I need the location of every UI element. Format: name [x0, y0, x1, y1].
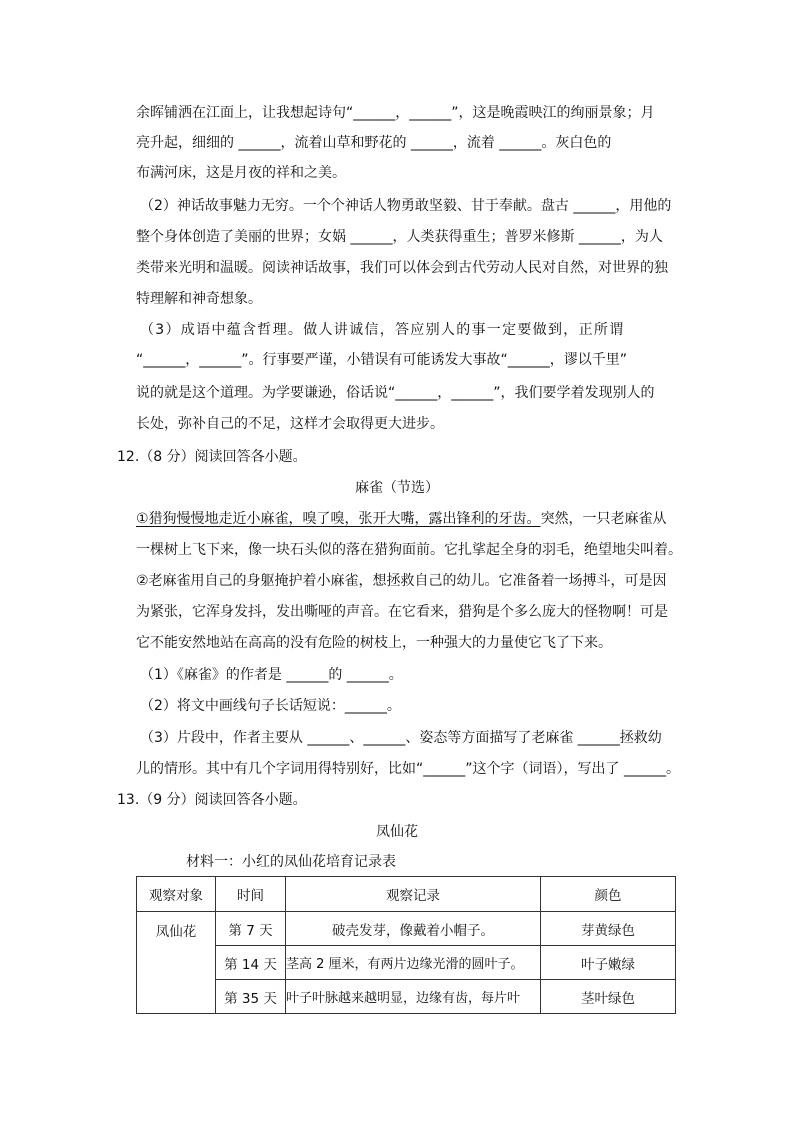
q12-paragraph-2-line-2: 为紧张，它浑身发抖，发出嘶哑的声音。在它看来，猎狗是个多么庞大的怪物啊！可是 [136, 604, 668, 620]
table-header-subject: 观察对象 [137, 877, 216, 912]
q12-p1-rest: 突然，一只老麻雀从 [540, 511, 667, 527]
table-row [137, 912, 676, 946]
q12-underlined-sentence: ①猎狗慢慢地走近小麻雀，嗅了嗅，张开大嘴，露出锋利的牙齿。 [136, 511, 541, 527]
q11-line-1: 余晖铺洒在江面上，让我想起诗句“______，______”，这是晚霞映江的绚丽景象；月 [136, 105, 655, 121]
table-cell-time: 第 35 天 [216, 980, 286, 1014]
table-cell-color: 芽黄绿色 [541, 912, 676, 946]
q12-paragraph-1-line-2: 一棵树上飞下来，像一块石头似的落在猎狗面前。它扎挲起全身的羽毛，绝望地尖叫着。 [136, 542, 682, 558]
table-cell-color: 茎叶绿色 [541, 980, 676, 1014]
table-cell-record: 叶子叶脉越来越明显，边缘有齿，每片叶 [286, 980, 541, 1014]
q12-paragraph-2-line-1: ②老麻雀用自己的身躯掩护着小麻雀，想拯救自己的幼儿。它准备着一场搏斗，可是因 [136, 573, 667, 589]
q12-sub-3-line-2: 儿的情形。其中有几个字词用得特别好，比如“______”这个字（词语），写出了 ______。 [136, 761, 680, 777]
table-cell-time: 第 7 天 [216, 912, 286, 946]
q11-line-8: （3）成语中蕴含哲理。做人讲诚信，答应别人的事一定要做到，正所谓 [140, 322, 625, 338]
q11-line-4: （2）神话故事魅力无穷。一个个神话人物勇敢坚毅、甘于奉献。盘古 ______，用他的 [140, 198, 672, 214]
table-cell-record: 茎高 2 厘米，有两片边缘光滑的圆叶子。 [286, 946, 541, 980]
q12-sub-2: （2）将文中画线句子长话短说：______。 [140, 698, 401, 714]
table-cell-record: 破壳发芽，像戴着小帽子。 [286, 912, 541, 946]
table-header-time: 时间 [216, 877, 286, 912]
table-cell-time: 第 14 天 [216, 946, 286, 980]
q13-passage-title: 凤仙花 [376, 824, 418, 840]
q11-line-2: 亮升起，细细的 ______，流着山草和野花的 ______，流着 ______。灰白色的 [136, 135, 612, 151]
q12-sub-3-line-1: （3）片段中，作者主要从 ______、______、姿态等方面描写了老麻雀 ______拯救幼 [140, 730, 662, 746]
q13-material-label: 材料一：小红的凤仙花培育记录表 [186, 854, 396, 870]
q12-sub-1: （1）《麻雀》的作者是 ______的 ______。 [140, 667, 403, 683]
q12-passage-title: 麻雀（节选） [355, 480, 439, 496]
table-cell-color: 叶子嫩绿 [541, 946, 676, 980]
table-header-color: 颜色 [541, 877, 676, 912]
cultivation-record-table [136, 876, 676, 1014]
table-row [137, 980, 676, 1014]
q11-line-10: 说的就是这个道理。为学要谦逊，俗话说“______，______”，我们要学着发现别人的 [136, 385, 655, 401]
q12-heading: 12.（8 分）阅读回答各小题。 [117, 449, 307, 465]
q12-paragraph-2-line-3: 它不能安然地站在高高的没有危险的树枝上，一种强大的力量使它飞了下来。 [136, 635, 612, 651]
table-header-record: 观察记录 [286, 877, 541, 912]
table-row [137, 946, 676, 980]
q13-heading: 13.（9 分）阅读回答各小题。 [117, 792, 307, 808]
q11-line-5: 整个身体创造了美丽的世界；女娲 ______，人类获得重生；普罗米修斯 ______，为人 [136, 229, 663, 245]
q11-line-11: 长处，弥补自己的不足，这样才会取得更大进步。 [136, 416, 444, 432]
table-header-row [137, 877, 676, 912]
q11-line-3: 布满河床，这是月夜的祥和之美。 [136, 165, 346, 181]
q12-paragraph-1-line-1 [136, 509, 667, 529]
q11-line-9: “______，______”。行事要严谨，小错误有可能诱发大事故“______，谬以千里” [136, 352, 628, 368]
table-cell-subject: 凤仙花 [137, 912, 216, 1014]
q11-line-6: 类带来光明和温暖。阅读神话故事，我们可以体会到古代劳动人民对自然，对世界的独 [136, 260, 668, 276]
q11-line-7: 特理解和神奇想象。 [136, 291, 262, 307]
